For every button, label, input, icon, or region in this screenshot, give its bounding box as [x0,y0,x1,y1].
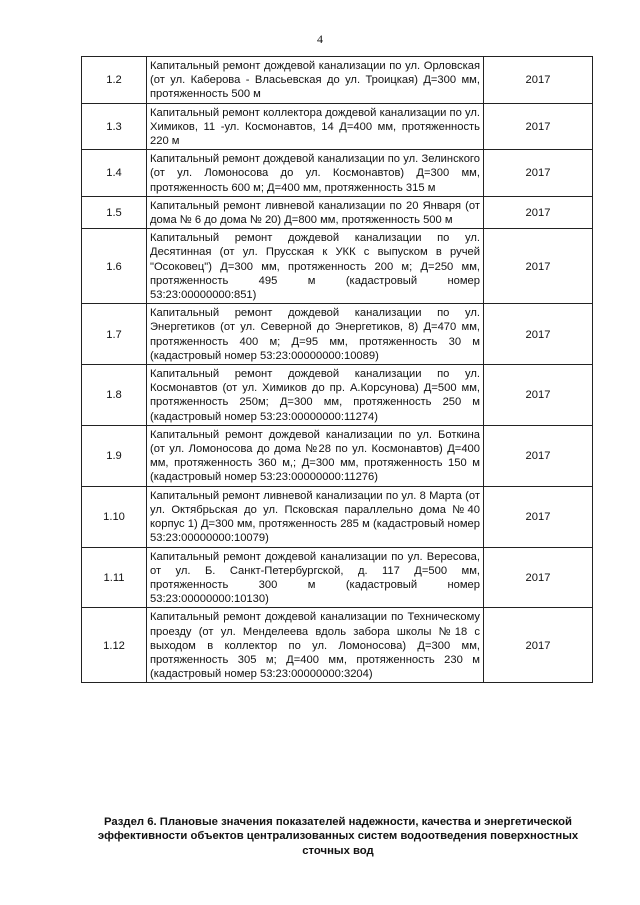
table-row [82,608,593,683]
table-row [82,304,593,365]
row-number: 1.4 [82,150,147,197]
row-year: 2017 [484,196,593,228]
row-description: Капитальный ремонт ливневой канализации по ул. 8 Марта (от ул. Октябрьская до ул. Псковская параллельно дома №40 корпус 1) Д=300 мм, протяженность 285 м (кадастровый номер 53:23:00000000:10079) [147,486,484,547]
row-description: Капитальный ремонт дождевой канализации по Техническому проезду (от ул. Менделеева вдоль забора школы №18 с выходом в коллектор по ул. Ломоносова) Д=300 мм, протяженность 305 м; Д=400 мм, протяженность 230 м (кадастровый номер 53:23:00000000:3204) [147,608,484,683]
row-description: Капитальный ремонт дождевой канализации по ул. Десятинная (от ул. Прусская к УКК с выпуском в ручей "Осоковец") Д=300 мм, протяженность 200 м; Д=250 мм, протяженность 495 м (кадастровый номер 53:23:00000000:851) [147,229,484,304]
row-year: 2017 [484,57,593,104]
page-number: 4 [317,32,323,46]
row-number: 1.10 [82,486,147,547]
row-number: 1.6 [82,229,147,304]
row-year: 2017 [484,365,593,426]
works-table-body [82,57,593,683]
row-description: Капитальный ремонт дождевой канализации по ул. Вересова, от ул. Б. Санкт-Петербургской, д. 117 Д=500 мм, протяженность 300 м (кадастровый номер 53:23:00000000:10130) [147,547,484,608]
row-description: Капитальный ремонт дождевой канализации по ул. Орловская (от ул. Каберова - Власьевская до ул. Троицкая) Д=300 мм, протяженность 500 м [147,57,484,104]
row-description: Капитальный ремонт ливневой канализации по 20 Января (от дома № 6 до дома № 20) Д=800 мм, протяженность 500 м [147,196,484,228]
row-number: 1.2 [82,57,147,104]
table-row [82,486,593,547]
table-row [82,547,593,608]
table-row [82,365,593,426]
row-year: 2017 [484,229,593,304]
row-description: Капитальный ремонт дождевой канализации по ул. Космонавтов (от ул. Химиков до пр. А.Корсунова) Д=500 мм, протяженность 250м; Д=300 мм, протяженность 250 м (кадастровый номер 53:23:00000000:11274) [147,365,484,426]
works-table [81,56,593,683]
table-row [82,229,593,304]
row-number: 1.11 [82,547,147,608]
row-year: 2017 [484,304,593,365]
row-description: Капитальный ремонт дождевой канализации по ул. Энергетиков (от ул. Северной до Энергетиков, 8) Д=470 мм, протяженность 400 м; Д=95 мм, протяженность 30 м (кадастровый номер 53:23:00000000:10089) [147,304,484,365]
section-title: Раздел 6. Плановые значения показателей надежности, качества и энергетической эффективности объектов централизованных систем водоотведения поверхностных сточных вод [97,816,579,857]
row-description: Капитальный ремонт коллектора дождевой канализации по ул. Химиков, 11 -ул. Космонавтов, 14 Д=400 мм, протяженность 220 м [147,103,484,150]
row-description: Капитальный ремонт дождевой канализации по ул. Зелинского (от ул. Ломоносова до ул. Космонавтов) Д=300 мм, протяженность 600 м; Д=400 мм, протяженность 315 м [147,150,484,197]
table-row [82,196,593,228]
row-number: 1.12 [82,608,147,683]
row-year: 2017 [484,425,593,486]
row-year: 2017 [484,150,593,197]
row-year: 2017 [484,486,593,547]
row-year: 2017 [484,547,593,608]
row-description: Капитальный ремонт дождевой канализации по ул. Боткина (от ул. Ломоносова до дома №28 по ул. Космонавтов) Д=400 мм, протяженность 360 м,; Д=300 мм, протяженность 150 м (кадастровый номер 53:23:00000000:11276) [147,425,484,486]
table-row [82,57,593,104]
row-number: 1.9 [82,425,147,486]
table-row [82,103,593,150]
table-row [82,150,593,197]
row-number: 1.5 [82,196,147,228]
row-year: 2017 [484,608,593,683]
row-number: 1.3 [82,103,147,150]
row-number: 1.8 [82,365,147,426]
row-year: 2017 [484,103,593,150]
table-row [82,425,593,486]
row-number: 1.7 [82,304,147,365]
